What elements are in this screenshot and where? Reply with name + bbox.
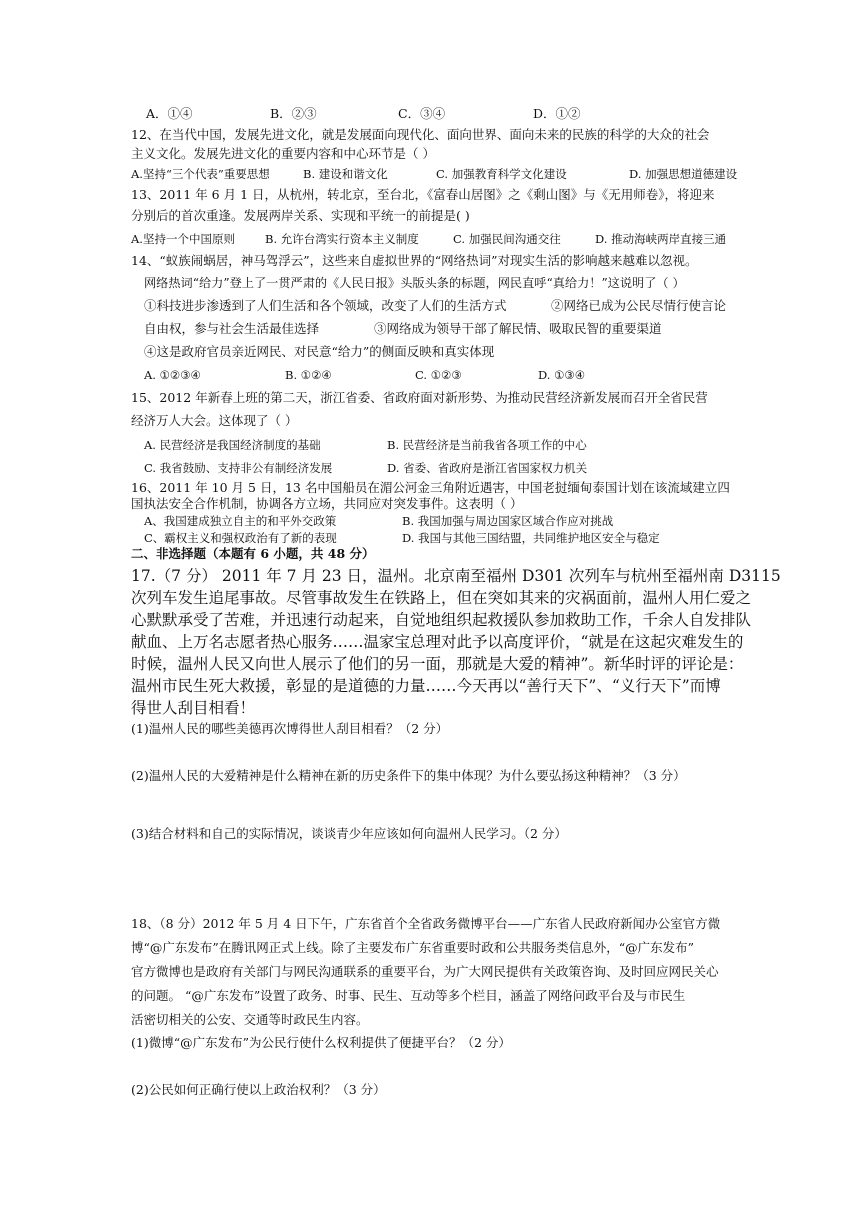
q14-options [144, 367, 585, 383]
q11-option-d: D．①② [533, 106, 581, 121]
q16-option-d: D. 我国与其他三国结盟，共同维护地区安全与稳定 [402, 531, 660, 545]
q14-item-3: ③网络成为领导干部了解民情、吸取民智的重要渠道 [374, 321, 662, 336]
q16-option-a: A、我国建成独立自主的和平外交政策 [144, 514, 337, 528]
q15-stem-line2: 经济万人大会。这体现了（ ） [131, 413, 298, 428]
q13-option-d: D. 推动海峡两岸直接三通 [595, 232, 727, 246]
q14-item-2: ②网络已成为公民尽情行使言论 [551, 298, 727, 313]
q11-option-c: C．③④ [398, 106, 446, 121]
q17-paragraph-line3: 心默默承受了苦难，并迅速行动起来，自觉地组织起救援队参加救助工作，千余人自发排队 [131, 611, 752, 629]
q15-option-c: C. 我省鼓励、支持非公有制经济发展 [144, 461, 333, 475]
q17-paragraph-line6: 温州市民生死大救援，彰显的是道德的力量……今天再以“善行天下”、“义行天下”而博 [131, 677, 721, 695]
q16-option-c: C、霸权主义和强权政治有了新的表现 [144, 531, 337, 545]
q18-subquestion-2: (2)公民如何正确行使以上政治权利？（3 分） [131, 1082, 386, 1097]
q13-options [131, 231, 726, 247]
q11-option-a: A．①④ [146, 106, 193, 121]
q17-subquestion-1: (1)温州人民的哪些美德再次博得世人刮目相看？（2 分） [131, 721, 449, 736]
q12-option-c: C. 加强教育科学文化建设 [436, 167, 567, 181]
q14-item-4: ④这是政府官员亲近网民、对民意“给力”的侧面反映和真实体现 [144, 344, 495, 359]
q17-subquestion-3: (3)结合材料和自己的实际情况，谈谈青少年应该如何向温州人民学习。（2 分） [131, 826, 567, 841]
q15-option-d: D. 省委、省政府是浙江省国家权力机关 [387, 461, 588, 475]
q11-option-b: B．②③ [270, 106, 317, 121]
q15-stem-line1: 15、2012 年新春上班的第二天，浙江省委、省政府面对新形势、为推动民营经济新发展而召开全省民营 [131, 390, 708, 405]
q16-stem-line1: 16、2011 年 10 月 5 日，13 名中国船员在湄公河金三角附近遇害，中国老挝缅甸泰国计划在该流域建立四 [131, 480, 730, 495]
q16-stem-line2: 国执法安全合作机制，协调各方立场，共同应对突发事件。这表明（ ） [131, 496, 523, 511]
q12-options [131, 166, 737, 182]
q13-option-c: C. 加强民间沟通交往 [453, 232, 561, 246]
q13-stem-line2: 分别后的首次重逢。发展两岸关系、实现和平统一的前提是( ) [131, 208, 470, 223]
q17-paragraph-line5: 时候，温州人民又向世人展示了他们的另一面，那就是大爱的精神”。新华时评的评论是： [131, 655, 744, 673]
q12-option-a: A.坚持“三个代表”重要思想 [131, 167, 270, 181]
q14-stem-line1: 14、“蚁族闹蜗居，神马驾浮云”，这些来自虚拟世界的“网络热词”对现实生活的影响越来越难以忽视。 [131, 253, 698, 268]
q18-subquestion-1: (1)微博“@广东发布”为公民行使什么权利提供了便捷平台？（2 分） [131, 1035, 511, 1050]
q15-option-a: A. 民营经济是我国经济制度的基础 [144, 438, 321, 452]
q11-options [146, 106, 581, 122]
q17-paragraph-line7: 得世人刮目相看！ [131, 699, 256, 717]
q18-paragraph-line1: 18、（8 分）2012 年 5 月 4 日下午，广东省首个全省政务微博平台——广东省人民政府新闻办公室官方微 [131, 916, 721, 931]
q13-option-b: B. 允许台湾实行资本主义制度 [265, 232, 419, 246]
q12-stem-line2: 主义文化。发展先进文化的重要内容和中心环节是（ ） [131, 146, 435, 161]
q13-stem-line1: 13、2011 年 6 月 1 日，从杭州，转北京，至台北，《富春山居图》之《剩山图》与《无用师卷》，将迎来 [131, 187, 715, 202]
q17-subquestion-2: (2)温州人民的大爱精神是什么精神在新的历史条件下的集中体现？为什么要弘扬这种精神？（3 分） [131, 768, 686, 783]
q17-paragraph-line4: 献血、上万名志愿者热心服务……温家宝总理对此予以高度评价，“就是在这起灾难发生的 [131, 633, 744, 651]
q14-option-b: B. ①②④ [285, 368, 332, 382]
q16-option-b: B. 我国加强与周边国家区域合作应对挑战 [402, 514, 614, 528]
q12-option-b: B. 建设和谐文化 [303, 167, 388, 181]
section-heading: 二、非选择题（本题有 6 小题，共 48 分） [131, 546, 375, 561]
q17-paragraph-line2: 次列车发生追尾事故。尽管事故发生在铁路上，但在突如其来的灾祸面前，温州人用仁爱之 [131, 589, 752, 607]
q13-option-a: A.坚持一个中国原则 [131, 232, 235, 246]
q14-item-1: ①科技进步渗透到了人们生活和各个领域，改变了人们的生活方式 [144, 298, 507, 313]
q18-paragraph-line3: 官方微博也是政府有关部门与网民沟通联系的重要平台，为广大网民提供有关政策咨询、及时回应网民关心 [131, 964, 719, 979]
q14-option-a: A. ①②③④ [144, 368, 201, 382]
q17-paragraph-line1: 17.（7 分） 2011 年 7 月 23 日，温州。北京南至福州 D301 次列车与杭州至福州南 D3115 [131, 567, 781, 585]
q14-stem-line2: 网络热词“给力”登上了一贯严肃的《人民日报》头版头条的标题，网民直呼“真给力！”这说明了（ ） [144, 276, 685, 290]
q14-item-2-cont: 自由权，参与社会生活最佳选择 [144, 321, 320, 336]
q14-option-c: C. ①②③ [415, 368, 462, 382]
q14-option-d: D. ①③④ [538, 368, 586, 382]
q15-option-b: B. 民营经济是当前我省各项工作的中心 [387, 438, 587, 452]
q18-paragraph-line5: 活密切相关的公安、交通等时政民生内容。 [131, 1012, 369, 1027]
q12-stem-line1: 12、在当代中国，发展先进文化，就是发展面向现代化、面向世界、面向未来的民族的科学的大众的社会 [131, 127, 710, 142]
q18-paragraph-line2: 博“@广东发布”在腾讯网正式上线。除了主要发布广东省重要时政和公共服务类信息外，“@广东发布” [131, 940, 695, 955]
q12-option-d: D. 加强思想道德建设 [629, 167, 738, 181]
q18-paragraph-line4: 的问题。 “@广东发布”设置了政务、时事、民生、互动等多个栏目，涵盖了网络问政平台及与市民生 [131, 988, 686, 1003]
